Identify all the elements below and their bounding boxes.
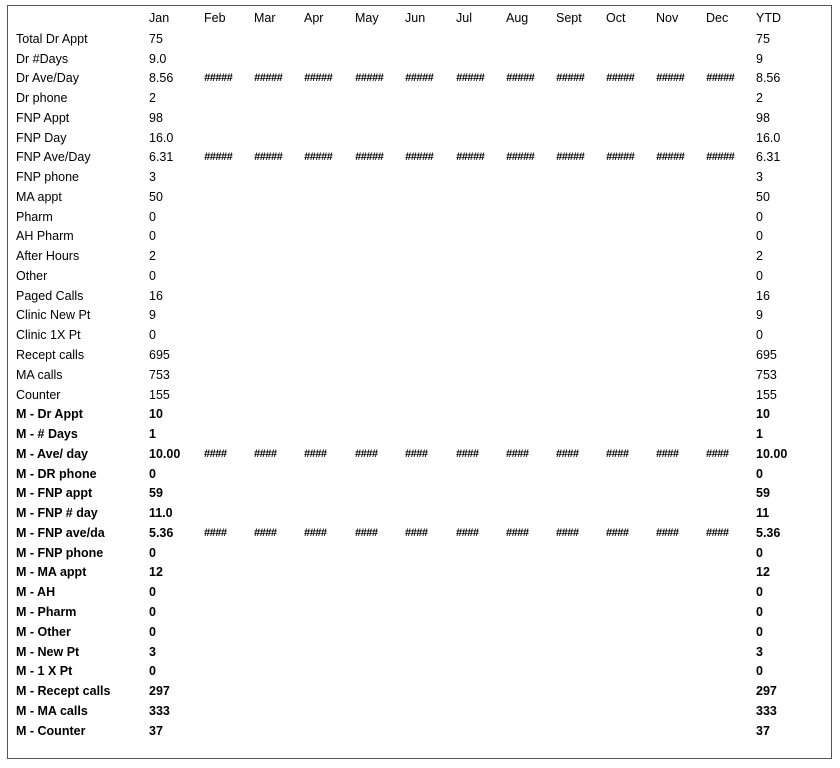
cell-ytd: 0 [756, 328, 763, 343]
overflow-cell: ##### [656, 151, 685, 164]
cell-jan: 2 [149, 91, 156, 106]
cell-ytd: 2 [756, 249, 763, 264]
cell-jan: 695 [149, 348, 170, 363]
overflow-cell: #### [405, 526, 428, 539]
row-label: M - Other [16, 624, 71, 639]
overflow-cell: ##### [656, 72, 685, 85]
row-label: M - Ave/ day [16, 446, 89, 461]
row-label: FNP Ave/Day [16, 150, 91, 165]
cell-jan: 3 [149, 170, 156, 185]
row-label: M - 1 X Pt [16, 664, 73, 679]
cell-ytd: 12 [756, 565, 770, 580]
header-month-may: May [355, 11, 379, 25]
cell-ytd: 9 [756, 51, 763, 66]
overflow-cell: ##### [405, 72, 434, 85]
header-month-jun: Jun [405, 11, 426, 25]
cell-jan: 16.0 [149, 130, 174, 145]
cell-jan: 50 [149, 189, 163, 204]
cell-jan: 9.0 [149, 51, 167, 66]
cell-jan: 0 [149, 624, 156, 639]
cell-jan: 75 [149, 31, 163, 46]
header-month-oct: Oct [606, 11, 626, 25]
cell-ytd: 0 [756, 466, 763, 481]
cell-ytd: 0 [756, 545, 763, 560]
overflow-cell: #### [606, 447, 629, 460]
cell-ytd: 3 [756, 170, 763, 185]
row-label: Dr #Days [16, 51, 69, 66]
overflow-cell: #### [606, 526, 629, 539]
cell-jan: 2 [149, 249, 156, 264]
cell-jan: 6.31 [149, 150, 174, 165]
cell-ytd: 155 [756, 387, 777, 402]
overflow-cell: ##### [706, 72, 735, 85]
cell-jan: 0 [149, 229, 156, 244]
cell-jan: 11.0 [149, 506, 173, 521]
cell-ytd: 0 [756, 624, 763, 639]
overflow-cell: ##### [355, 151, 384, 164]
row-label: M - Recept calls [16, 684, 111, 699]
cell-jan: 297 [149, 684, 170, 699]
row-label: Dr phone [16, 91, 68, 106]
header-ytd: YTD [756, 11, 781, 25]
cell-ytd: 297 [756, 684, 777, 699]
overflow-cell: ##### [556, 72, 585, 85]
cell-ytd: 6.31 [756, 150, 781, 165]
header-month-jul: Jul [456, 11, 472, 25]
overflow-cell: #### [706, 447, 729, 460]
header-month-apr: Apr [304, 11, 324, 25]
cell-jan: 0 [149, 585, 156, 600]
overflow-cell: ##### [706, 151, 735, 164]
cell-ytd: 75 [756, 31, 770, 46]
cell-jan: 0 [149, 268, 156, 283]
row-label: Paged Calls [16, 288, 84, 303]
cell-jan: 3 [149, 644, 156, 659]
cell-jan: 0 [149, 545, 156, 560]
cell-ytd: 0 [756, 268, 763, 283]
row-label: M - DR phone [16, 466, 97, 481]
cell-jan: 753 [149, 367, 170, 382]
report-frame [7, 5, 832, 759]
overflow-cell: #### [506, 526, 529, 539]
cell-ytd: 10.00 [756, 446, 788, 461]
row-label: M - Dr Appt [16, 407, 83, 422]
row-label: Clinic 1X Pt [16, 328, 81, 343]
row-label: Counter [16, 387, 61, 402]
cell-ytd: 3 [756, 644, 763, 659]
cell-jan: 37 [149, 723, 163, 738]
cell-jan: 333 [149, 703, 170, 718]
cell-ytd: 0 [756, 229, 763, 244]
overflow-cell: #### [254, 526, 277, 539]
overflow-cell: #### [355, 526, 378, 539]
row-label: M - # Days [16, 427, 78, 442]
row-label: Total Dr Appt [16, 31, 88, 46]
row-label: M - MA appt [16, 565, 87, 580]
cell-jan: 8.56 [149, 71, 174, 86]
overflow-cell: #### [706, 526, 729, 539]
row-label: MA appt [16, 189, 62, 204]
overflow-cell: ##### [304, 72, 333, 85]
overflow-cell: #### [656, 447, 679, 460]
row-label: M - FNP appt [16, 486, 93, 501]
row-label: M - FNP # day [16, 506, 98, 521]
overflow-cell: ##### [254, 72, 283, 85]
cell-ytd: 333 [756, 703, 777, 718]
overflow-cell: #### [456, 447, 479, 460]
row-label: M - Pharm [16, 604, 77, 619]
cell-jan: 0 [149, 466, 156, 481]
cell-ytd: 16.0 [756, 130, 781, 145]
overflow-cell: ##### [506, 72, 535, 85]
cell-ytd: 16 [756, 288, 770, 303]
row-label: Dr Ave/Day [16, 71, 79, 86]
cell-ytd: 37 [756, 723, 770, 738]
overflow-cell: ##### [456, 151, 485, 164]
overflow-cell: ##### [606, 72, 635, 85]
overflow-cell: #### [556, 447, 579, 460]
overflow-cell: ##### [606, 151, 635, 164]
overflow-cell: ##### [254, 151, 283, 164]
row-label: M - Counter [16, 723, 86, 738]
overflow-cell: #### [254, 447, 277, 460]
overflow-cell: ##### [556, 151, 585, 164]
cell-jan: 16 [149, 288, 163, 303]
header-month-sept: Sept [556, 11, 582, 25]
cell-ytd: 0 [756, 604, 763, 619]
overflow-cell: ##### [355, 72, 384, 85]
cell-ytd: 0 [756, 585, 763, 600]
cell-ytd: 753 [756, 367, 777, 382]
cell-jan: 0 [149, 664, 156, 679]
cell-ytd: 5.36 [756, 525, 781, 540]
cell-jan: 12 [149, 565, 163, 580]
header-month-aug: Aug [506, 11, 529, 25]
header-month-nov: Nov [656, 11, 679, 25]
cell-ytd: 50 [756, 189, 770, 204]
overflow-cell: #### [304, 447, 327, 460]
overflow-cell: ##### [204, 151, 233, 164]
row-label: Pharm [16, 209, 53, 224]
row-label: Clinic New Pt [16, 308, 91, 323]
cell-jan: 0 [149, 209, 156, 224]
cell-ytd: 10 [756, 407, 770, 422]
header-month-mar: Mar [254, 11, 276, 25]
cell-ytd: 98 [756, 110, 770, 125]
row-label: FNP phone [16, 170, 80, 185]
overflow-cell: #### [405, 447, 428, 460]
overflow-cell: ##### [405, 151, 434, 164]
cell-ytd: 0 [756, 209, 763, 224]
overflow-cell: ##### [506, 151, 535, 164]
cell-jan: 155 [149, 387, 170, 402]
row-label: M - MA calls [16, 703, 88, 718]
cell-jan: 0 [149, 328, 156, 343]
header-month-jan: Jan [149, 11, 170, 25]
cell-ytd: 59 [756, 486, 770, 501]
row-label: M - AH [16, 585, 56, 600]
row-label: Other [16, 268, 48, 283]
cell-ytd: 695 [756, 348, 777, 363]
cell-jan: 9 [149, 308, 156, 323]
cell-ytd: 2 [756, 91, 763, 106]
row-label: MA calls [16, 367, 63, 382]
cell-jan: 5.36 [149, 525, 174, 540]
overflow-cell: #### [656, 526, 679, 539]
cell-ytd: 0 [756, 664, 763, 679]
cell-ytd: 9 [756, 308, 763, 323]
overflow-cell: #### [506, 447, 529, 460]
cell-jan: 1 [149, 427, 156, 442]
row-label: M - FNP phone [16, 545, 104, 560]
cell-jan: 10 [149, 407, 163, 422]
overflow-cell: #### [204, 447, 227, 460]
overflow-cell: ##### [204, 72, 233, 85]
overflow-cell: #### [456, 526, 479, 539]
row-label: Recept calls [16, 348, 85, 363]
header-month-dec: Dec [706, 11, 729, 25]
overflow-cell: ##### [304, 151, 333, 164]
row-label: FNP Appt [16, 110, 70, 125]
cell-jan: 0 [149, 604, 156, 619]
row-label: M - FNP ave/da [16, 525, 105, 540]
overflow-cell: ##### [456, 72, 485, 85]
cell-jan: 98 [149, 110, 163, 125]
row-label: AH Pharm [16, 229, 74, 244]
cell-ytd: 11 [756, 506, 770, 521]
cell-ytd: 1 [756, 427, 763, 442]
header-month-feb: Feb [204, 11, 226, 25]
row-label: FNP Day [16, 130, 67, 145]
cell-ytd: 8.56 [756, 71, 781, 86]
overflow-cell: #### [355, 447, 378, 460]
overflow-cell: #### [204, 526, 227, 539]
cell-jan: 10.00 [149, 446, 181, 461]
cell-jan: 59 [149, 486, 163, 501]
overflow-cell: #### [304, 526, 327, 539]
row-label: After Hours [16, 249, 80, 264]
overflow-cell: #### [556, 526, 579, 539]
row-label: M - New Pt [16, 644, 80, 659]
